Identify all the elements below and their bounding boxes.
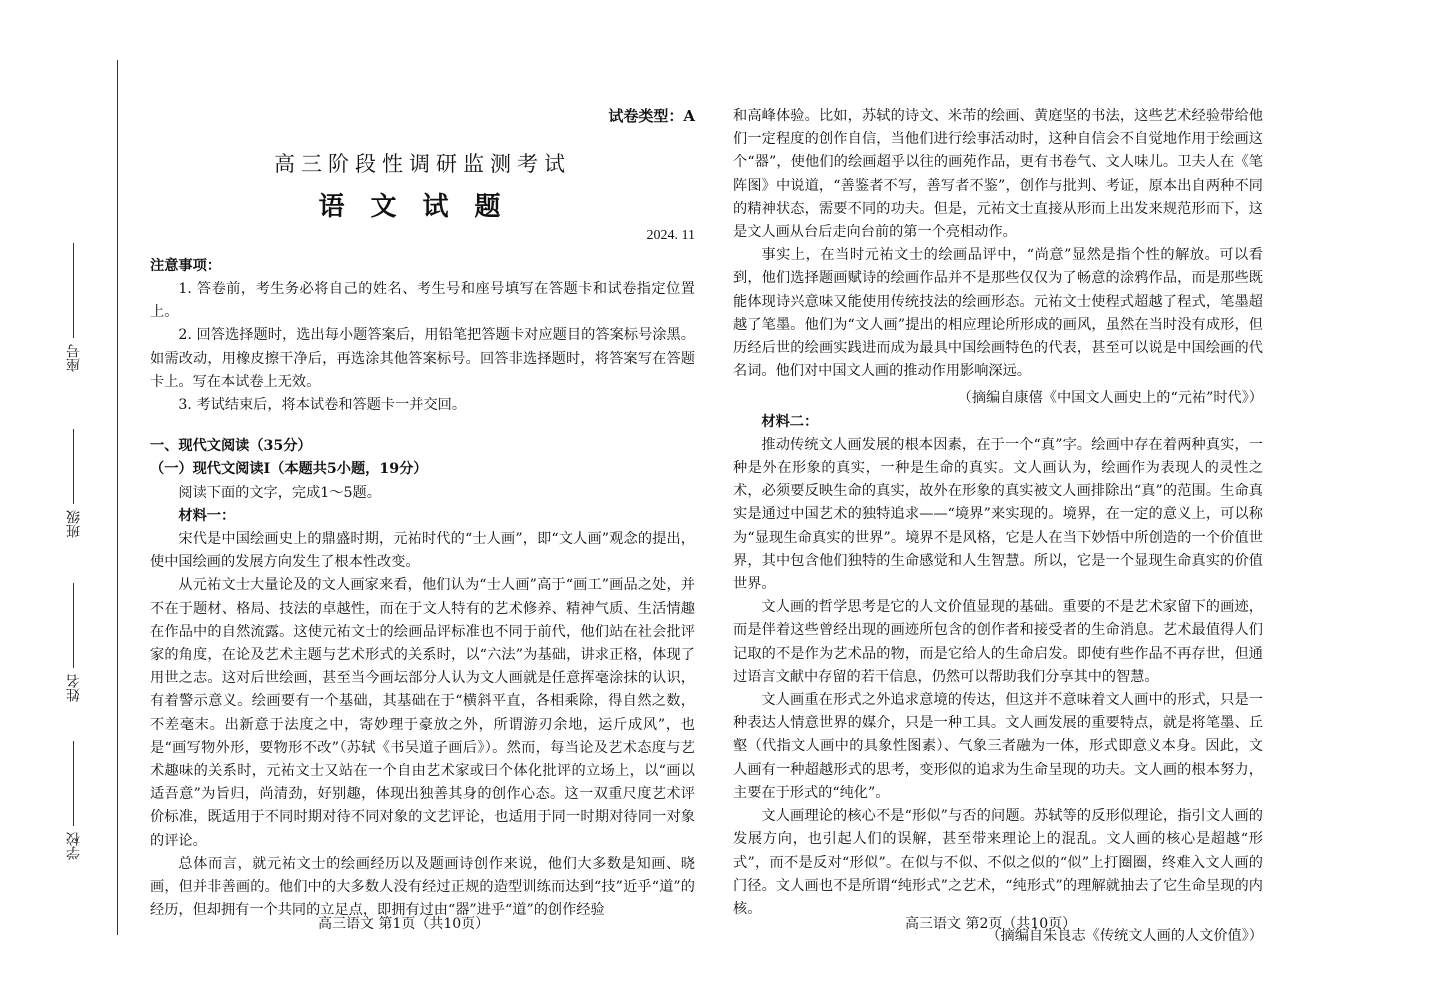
binding-line (117, 60, 118, 935)
material-2-para-3: 文人画重在形式之外追求意境的传达，但这并不意味着文人画中的形式，只是一种表达人情意世界的媒介，只是一种工具。文人画发展的重要特点，就是将笔墨、丘壑（代指文人画中的具象性图素）、气象三者融为一体，形式即意义本身。因此，文人画有一种超越形式的思考，变形似的追求为生命呈现的功夫。文人画的根本努力，主要在于形式的“纯化”。 (733, 692, 1263, 801)
seat-text: 座号 (66, 344, 82, 372)
section-subtitle: （一）现代文阅读Ⅰ（本题共5小题，19分） (150, 461, 428, 478)
material-1-source: （摘编自康僖《中国文人画史上的“元祐”时代》） (957, 390, 1263, 407)
class-label (62, 418, 86, 538)
class-blank (74, 429, 75, 504)
material-2-para-1: 推动传统文人画发展的根本因素，在于一个“真”字。绘画中存在着两种真实，一种是外在形象的真实，一种是生命的真实。文人画认为，绘画作为表现人的灵性之术，必须要反映生命的真实，故外在形象的真实被文人画排除出“真”的范围。生命真实是通过中国艺术的独特追求——“境界”来实现的。境界，在一定的意义上，可以称为“显现生命真实的世界”。境界不是风格，它是人在当下妙悟中所创造的一个价值世界，其中包含他们独特的生命感觉和人生智慧。所以，它是一个显现生命真实的价值世界。 (733, 436, 1263, 593)
material-2-para-4: 文人画理论的核心不是“形似”与否的问题。苏轼等的反形似理论，指引文人画的发展方向，也引起人们的误解，甚至带来理论上的混乱。文人画的核心是超越“形式”，而不是反对“形似”。在似与不似、不似之似的“似”上打圈圈，终难入文人画的门径。文人画也不是所谓“纯形式”之艺术，“纯形式”的理解就抽去了它生命呈现的内核。 (733, 808, 1263, 917)
material-2-source: （摘编自朱良志《传统文人画的人文价值》） (986, 928, 1263, 945)
page-1-column (150, 105, 695, 923)
material-1-continuation: 和高峰体验。比如，苏轼的诗文、米芾的绘画、黄庭坚的书法，这些艺术经验带给他们一定程度的创作自信，当他们进行绘事活动时，这种自信会不自觉地作用于绘画这个“器”，使他们的绘画超乎以往的画苑作品，更有书卷气、文人味儿。卫夫人在《笔阵图》中说道，“善鉴者不写，善写者不鉴”，创作与批判、考证，原本出自两种不同的精神状态，需要不同的功夫。但是，元祐文士直接从形而上出发来规范形而下，这是文人画从台后走向台前的第一个亮相动作。 (733, 108, 1263, 241)
exam-title: 高三阶段性调研监测考试 (274, 152, 571, 177)
page-2-column (733, 105, 1263, 948)
seat-blank (74, 243, 75, 338)
material-2-para-2: 文人画的哲学思考是它的人文价值显现的基础。重要的不是艺术家留下的画迹，而是伴着这些曾经出现的画迹所包含的创作者和接受者的生命消息。艺术最值得人们记取的不是作为艺术品的物，而是它给人的生命启发。即使有些作品不再存世，但通过语言文献中存留的若干信息，仍然可以帮助我们分享其中的智慧。 (733, 599, 1263, 685)
material-1-para-2: 从元祐文士大量论及的文人画家来看，他们认为“士人画”高于“画工”画品之处，并不在于题材、格局、技法的卓越性，而在于文人特有的艺术修养、精神气质、生活情趣在作品中的自然流露。这使元祐文士的绘画品评标准也不同于前代，他们站在社会批评家的角度，在论及艺术主题与艺术形式的关系时，以“六法”为基础，讲求正格，体现了用世之志。这对后世绘画，甚至当今画坛部分人认为文人画就是任意挥毫涂抹的认识，有着警示意义。绘画要有一个基础，其基础在于“横斜平直，各相乘除，得自然之数，不差毫末。出新意于法度之中，寄妙理于豪放之外，所谓游刃余地，运斤成风”，也是“画写物外形，要物形不改”（苏轼《书吴道子画后》）。然而，每当论及艺术态度与艺术趣味的关系时，元祐文士又站在一个自由艺术家或曰个体化批评的立场上，以“画以适吾意”为旨归，尚清劲，好别趣，体现出独善其身的创作心态。这一双重尺度艺术评价标准，既适用于不同时期对待不同对象的文艺评论，也适用于同一时期对待同一对象的评论。 (150, 577, 695, 849)
subject-title: 语文试题 (318, 192, 527, 223)
notice-heading: 注意事项： (150, 257, 221, 274)
material-1-label: 材料一： (178, 507, 236, 524)
section-title: 一、现代文阅读（35分） (150, 438, 312, 455)
material-1-para-last: 事实上，在当时元祐文士的绘画品评中，“尚意”显然是指个性的解放。可以看到，他们选择题画赋诗的绘画作品并不是那些仅仅为了畅意的涂鸦作品，而是那些既能体现诗兴意味又能使用传统技法的绘画形态。元祐文士使程式超越了程式，笔墨超越了笔墨。他们为“文人画”提出的相应理论所形成的画风，虽然在当时没有成形，但历经后世的绘画实践进而成为最具中国绘画特色的代表，甚至可以说是中国绘画的代名词。他们对中国文人画的推动作用影响深远。 (733, 247, 1263, 380)
section-instruction: 阅读下面的文字，完成1～5题。 (178, 484, 381, 501)
name-blank (74, 583, 75, 668)
notice-item-1: 1. 答卷前，考生务必将自己的姓名、考生号和座号填写在答题卡和试卷指定位置上。 (150, 281, 695, 321)
school-label (62, 730, 86, 860)
notice-item-2: 2. 回答选择题时，选出每小题答案后，用铅笔把答题卡对应题目的答案标号涂黑。如需改动，用橡皮擦干净后，再选涂其他答案标号。回答非选择题时，将答案写在答题卡上。写在本试卷上无效。 (150, 327, 695, 390)
school-text: 学校 (66, 832, 82, 860)
name-text: 姓名 (66, 674, 82, 702)
paper-type: 试卷类型：A (608, 107, 695, 125)
material-1-para-3: 总体而言，就元祐文士的绘画经历以及题画诗创作来说，他们大多数是知画、晓画，但并非善画的。他们中的大多数人没有经过正规的造型训练而达到“技”近乎“道”的经历，但却拥有一个共同的立足点，即拥有过由“器”进乎“道”的创作经验 (150, 855, 695, 919)
class-text: 班级 (66, 510, 82, 538)
seat-label (62, 232, 86, 372)
name-label (62, 572, 86, 702)
exam-date: 2024. 11 (646, 227, 695, 243)
school-blank (74, 741, 75, 826)
material-1-para-1: 宋代是中国绘画史上的鼎盛时期，元祐时代的“士人画”，即“文人画”观念的提出，使中国绘画的发展方向发生了根本性改变。 (150, 531, 695, 571)
notice-item-3: 3. 考试结束后，将本试卷和答题卡一并交回。 (178, 397, 467, 414)
page-1-footer: 高三语文 第1页（共10页） (318, 916, 490, 932)
page-2-footer: 高三语文 第2页（共10页） (905, 916, 1077, 932)
material-2-label: 材料二： (761, 413, 819, 430)
